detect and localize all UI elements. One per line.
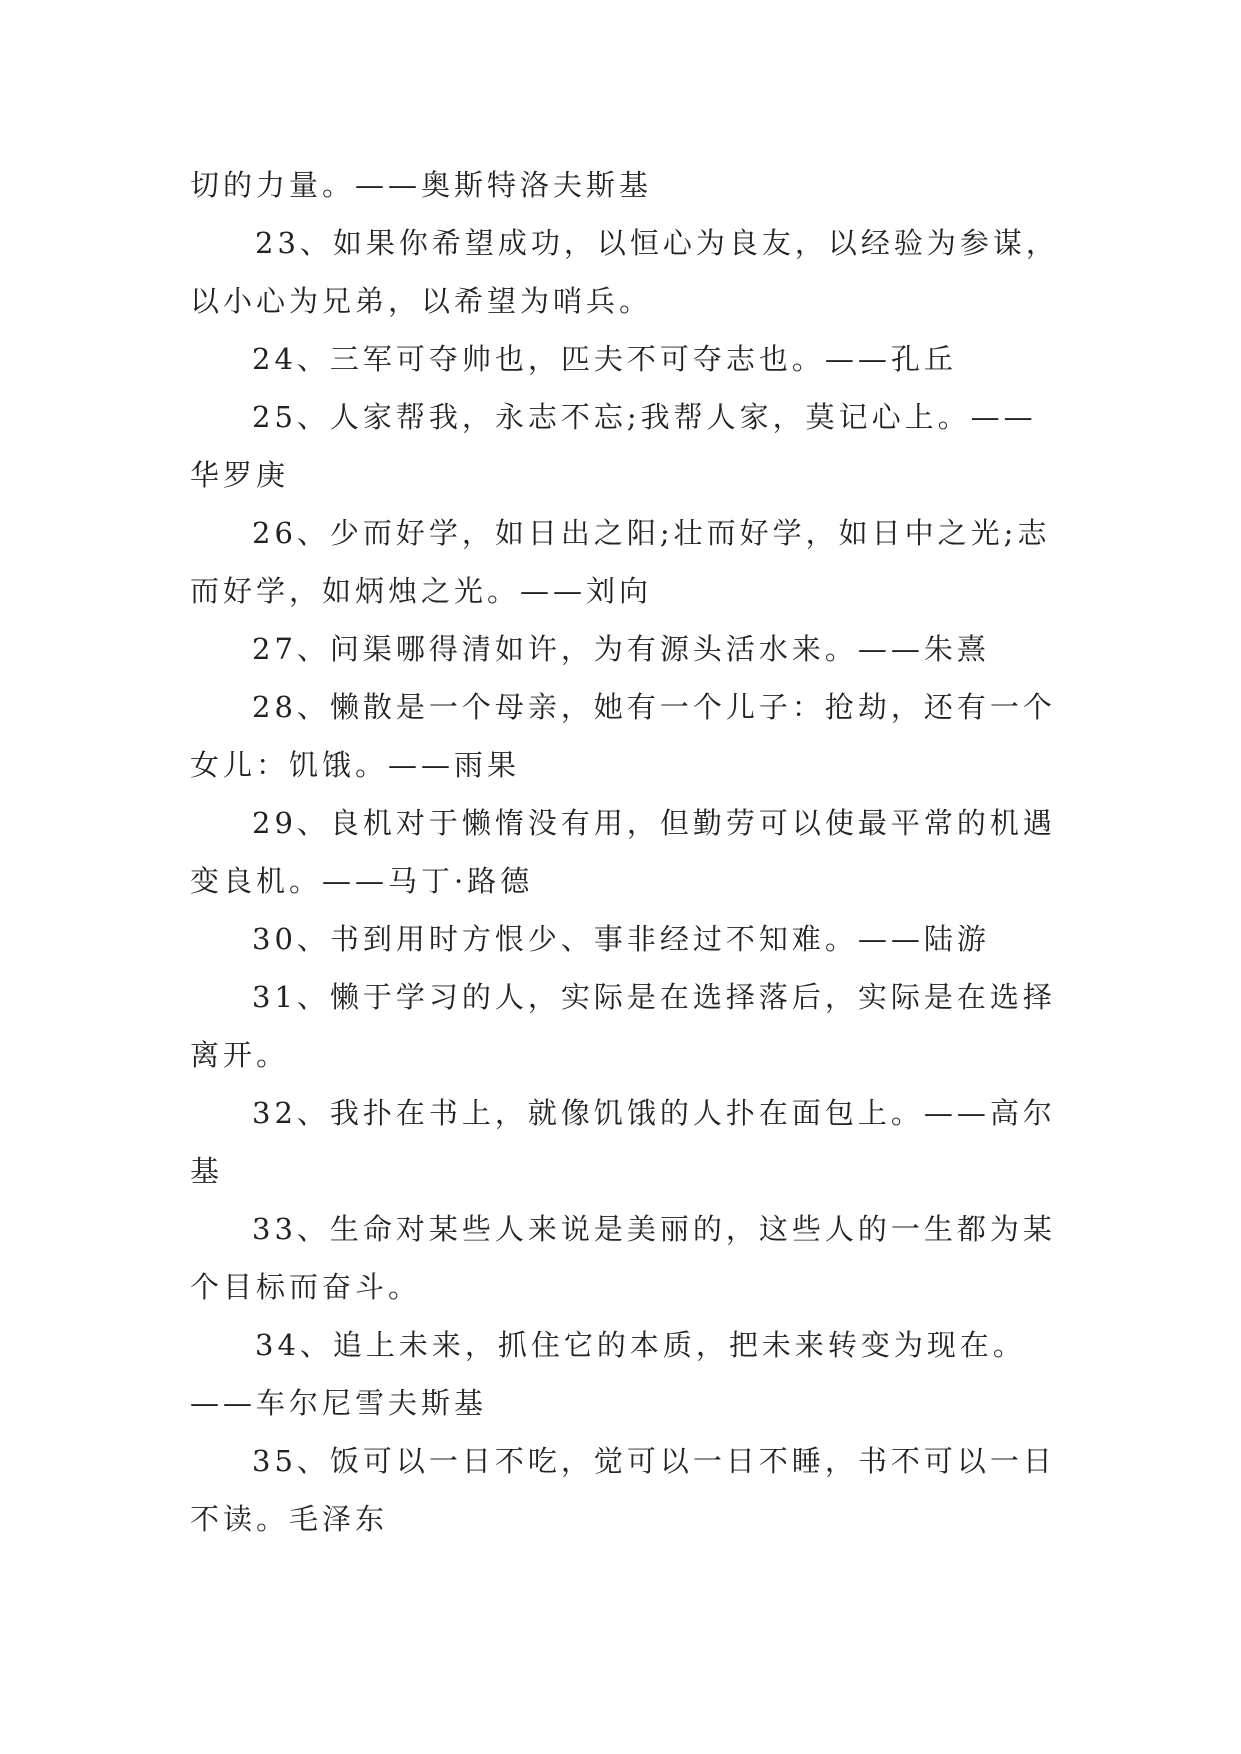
quote-29-line-2: 变良机。——马丁·路德 bbox=[190, 864, 534, 898]
quote-25-line-1: 25、人家帮我，永志不忘;我帮人家，莫记心上。—— bbox=[252, 400, 1037, 434]
quote-31-line-2: 离开。 bbox=[190, 1038, 290, 1072]
quote-33-line-2: 个目标而奋斗。 bbox=[190, 1270, 422, 1304]
quote-35-line-1: 35、饭可以一日不吃，觉可以一日不睡，书不可以一日 bbox=[252, 1444, 1056, 1478]
quote-26-line-2: 而好学，如炳烛之光。——刘向 bbox=[190, 574, 653, 608]
quote-32-line-2: 基 bbox=[190, 1154, 224, 1188]
quote-28-line-1: 28、懒散是一个母亲，她有一个儿子：抢劫，还有一个 bbox=[252, 690, 1056, 724]
quote-35-line-2: 不读。毛泽东 bbox=[190, 1502, 389, 1536]
quote-23-line-1: 23、如果你希望成功，以恒心为良友，以经验为参谋， bbox=[255, 226, 1059, 260]
quote-26-line-1: 26、少而好学，如日出之阳;壮而好学，如日中之光;志 bbox=[252, 516, 1051, 550]
quote-34-line-2: ——车尔尼雪夫斯基 bbox=[190, 1386, 488, 1420]
quote-33-line-1: 33、生命对某些人来说是美丽的，这些人的一生都为某 bbox=[252, 1212, 1056, 1246]
quote-31-line-1: 31、懒于学习的人，实际是在选择落后，实际是在选择 bbox=[252, 980, 1056, 1014]
quote-34-line-1: 34、追上未来，抓住它的本质，把未来转变为现在。 bbox=[255, 1328, 1026, 1362]
quote-28-line-2: 女儿：饥饿。——雨果 bbox=[190, 748, 521, 782]
text-line: 切的力量。——奥斯特洛夫斯基 bbox=[190, 168, 653, 202]
quote-25-line-2: 华罗庚 bbox=[190, 458, 290, 492]
quote-29-line-1: 29、良机对于懒惰没有用，但勤劳可以使最平常的机遇 bbox=[252, 806, 1056, 840]
quote-23-line-2: 以小心为兄弟，以希望为哨兵。 bbox=[190, 284, 653, 318]
quote-27: 27、问渠哪得清如许，为有源头活水来。——朱熹 bbox=[252, 632, 990, 666]
quote-24: 24、三军可夺帅也，匹夫不可夺志也。——孔丘 bbox=[252, 342, 957, 376]
quote-32-line-1: 32、我扑在书上，就像饥饿的人扑在面包上。——高尔 bbox=[252, 1096, 1056, 1130]
quote-30: 30、书到用时方恨少、事非经过不知难。——陆游 bbox=[252, 922, 990, 956]
